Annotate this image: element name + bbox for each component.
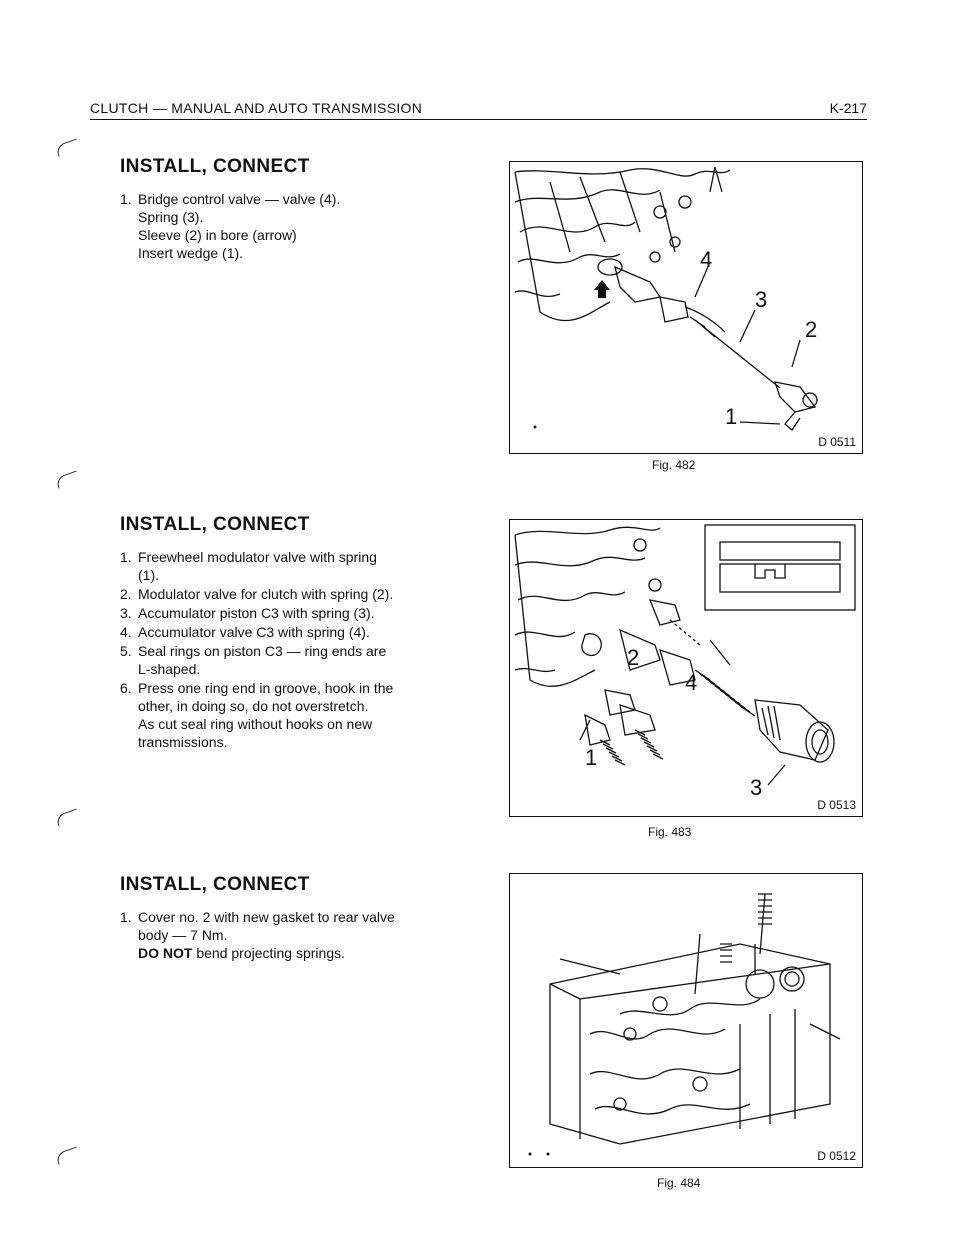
step-text: L-shaped. xyxy=(138,661,201,677)
step-text: other, in doing so, do not overstretch. xyxy=(138,698,369,714)
step-number: 4. xyxy=(120,624,132,640)
step-text: Sleeve (2) in bore (arrow) xyxy=(138,227,297,243)
step-number: 5. xyxy=(120,643,132,659)
step-item xyxy=(116,679,456,751)
step-item xyxy=(116,548,456,584)
figure-484 xyxy=(509,873,863,1168)
step-list xyxy=(116,548,456,751)
margin-mark xyxy=(55,1146,80,1164)
figure-483 xyxy=(509,519,863,817)
step-text: Press one ring end in groove, hook in the xyxy=(138,680,394,696)
callout-label: 3 xyxy=(755,287,768,312)
step-text: Insert wedge (1). xyxy=(138,245,244,261)
step-text: Bridge control valve — valve (4). xyxy=(138,191,341,207)
callout-label: 2 xyxy=(805,317,818,342)
section-heading: INSTALL, CONNECT xyxy=(120,156,310,177)
section-1 xyxy=(116,156,456,263)
section-heading: INSTALL, CONNECT xyxy=(120,514,310,535)
step-item xyxy=(116,604,456,622)
step-text: body — 7 Nm. xyxy=(138,927,228,943)
step-list xyxy=(116,190,456,262)
callout-label: 1 xyxy=(585,745,598,770)
figure-code: D 0511 xyxy=(818,435,856,449)
header-rule xyxy=(90,119,867,120)
step-text: Freewheel modulator valve with spring xyxy=(138,549,377,565)
step-number: 1. xyxy=(120,191,132,207)
step-text: Accumulator valve C3 with spring (4). xyxy=(138,624,370,640)
step-item xyxy=(116,908,456,962)
figure-caption: Fig. 483 xyxy=(648,825,692,839)
step-item xyxy=(116,585,456,603)
step-text: Accumulator piston C3 with spring (3). xyxy=(138,605,375,621)
warning-text: bend projecting springs. xyxy=(192,945,345,961)
step-text: Seal rings on piston C3 — ring ends are xyxy=(138,643,387,659)
figure-code: D 0512 xyxy=(817,1149,856,1163)
header-title: CLUTCH — MANUAL AND AUTO TRANSMISSION xyxy=(90,100,423,116)
figure-code: D 0513 xyxy=(817,798,856,812)
figure-482 xyxy=(509,161,863,454)
figure-caption: Fig. 484 xyxy=(657,1176,701,1190)
section-3 xyxy=(116,874,456,963)
valve-assembly-illustration xyxy=(510,162,861,452)
step-number: 2. xyxy=(120,586,132,602)
valve-body-cover-illustration xyxy=(510,874,861,1166)
step-list xyxy=(116,908,456,962)
section-2 xyxy=(116,514,456,752)
step-number: 3. xyxy=(120,605,132,621)
step-text: transmissions. xyxy=(138,734,228,750)
modulator-valve-illustration xyxy=(510,520,861,815)
step-text: As cut seal ring without hooks on new xyxy=(138,716,373,732)
callout-label: 3 xyxy=(750,775,763,800)
arrow-icon xyxy=(594,280,610,298)
step-number: 1. xyxy=(120,549,132,565)
step-text: Modulator valve for clutch with spring (2). xyxy=(138,586,394,602)
step-item xyxy=(116,190,456,262)
step-text: (1). xyxy=(138,567,159,583)
warning-strong: DO NOT xyxy=(138,945,193,961)
step-number: 1. xyxy=(120,909,132,925)
warning-line xyxy=(138,944,456,962)
step-number: 6. xyxy=(120,680,132,696)
callout-label: 1 xyxy=(725,404,738,429)
section-heading: INSTALL, CONNECT xyxy=(120,874,310,895)
step-item xyxy=(116,642,456,678)
step-item xyxy=(116,623,456,641)
page-number: K-217 xyxy=(829,100,867,116)
step-text: Cover no. 2 with new gasket to rear valve xyxy=(138,909,395,925)
step-text: Spring (3). xyxy=(138,209,204,225)
figure-caption: Fig. 482 xyxy=(652,458,696,472)
margin-mark xyxy=(55,470,80,488)
callout-label: 4 xyxy=(685,670,698,695)
margin-mark xyxy=(55,138,80,156)
callout-label: 4 xyxy=(700,247,713,272)
callout-label: 2 xyxy=(627,645,640,670)
margin-mark xyxy=(55,808,80,826)
